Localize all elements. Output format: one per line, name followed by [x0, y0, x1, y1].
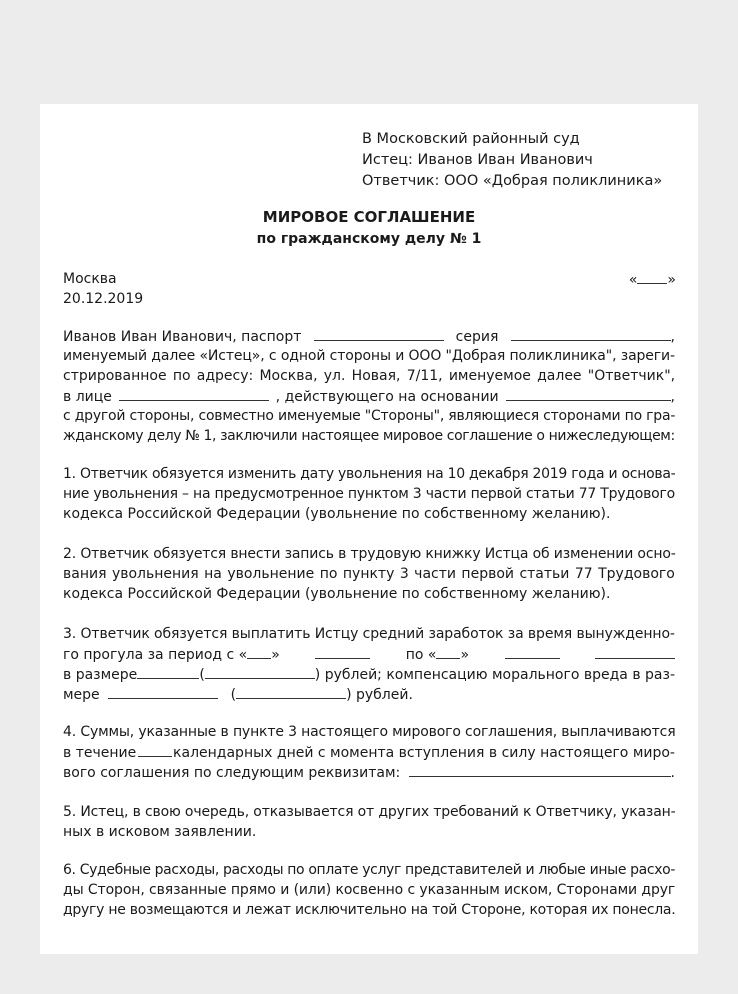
intro-line [63, 386, 675, 406]
clause-line: 1. Ответчик обязуется изменить дату увольнения на 10 декабря 2019 года и основа- [63, 466, 676, 482]
intro-text [506, 386, 675, 407]
clause-line [63, 684, 675, 704]
quote-close: » [667, 272, 676, 288]
clause-text: . [409, 762, 675, 783]
clause-line: кодекса Российской Федерации (увольнение по собственному желанию). [63, 506, 611, 522]
blank-month-from [315, 644, 370, 659]
clause-text: вого соглашения по следующим реквизитам: [63, 765, 401, 781]
intro-text [511, 326, 675, 347]
clause-line: вания увольнения на увольнение по пункту 3 части первой статьи 77 Трудового [63, 566, 675, 582]
addressee-block [362, 129, 662, 192]
clause-line [63, 742, 675, 762]
clause-3 [63, 624, 675, 704]
clause-line: другу не возмещаются и лежат исключительно на той Стороне, которая их понесла. [63, 902, 676, 918]
blank-compensation [108, 684, 218, 699]
blank-basis [506, 386, 671, 401]
clause-text: ( ) рублей. [231, 687, 413, 703]
intro-text: серия [455, 329, 499, 345]
intro-line: именуемый далее «Истец», с одной стороны и ООО "Добрая поликлиника", зареги- [63, 348, 675, 364]
document-title: МИРОВОЕ СОГЛАШЕНИЕ [262, 208, 476, 226]
blank-series [511, 326, 671, 341]
clause-text: в течение [63, 745, 137, 761]
clause-text: календарных дней с момента вступления в силу настоящего миро- [173, 745, 675, 761]
defendant-line: Ответчик: ООО «Добрая поликлиника» [362, 173, 663, 189]
clause-text: го прогула за период с « » [63, 644, 280, 665]
clause-line: ных в исковом заявлении. [63, 824, 257, 840]
clause-line: 6. Судебные расходы, расходы по оплате услуг представителей и любые иные расхо- [63, 862, 676, 878]
blank-representative [119, 386, 269, 401]
clause-1 [63, 464, 675, 524]
blank-amount-words [205, 664, 315, 679]
clause-text: по « » [406, 644, 469, 665]
clause-2 [63, 544, 675, 604]
blank-passport [314, 326, 444, 341]
intro-text: , действующего на основании [275, 389, 499, 405]
blank-compensation-words [236, 684, 346, 699]
blank-day [637, 269, 667, 284]
plaintiff-line: Истец: Иванов Иван Иванович [362, 152, 593, 168]
intro-line: стрированное по адресу: Москва, ул. Новая, 7/11, именуемое далее "Ответчик", [63, 368, 676, 384]
blank-days [138, 742, 172, 757]
blank-month-to [505, 644, 560, 659]
clause-6 [63, 860, 675, 920]
blank-requisites [409, 762, 671, 777]
intro-line: жданскому делу № 1, заключили настоящее мировое соглашение о нижеследующем: [63, 428, 675, 444]
clause-text: мере [63, 687, 100, 703]
clause-4 [63, 722, 675, 782]
intro-line [63, 326, 675, 346]
clause-line: 5. Истец, в свою очередь, отказывается от других требований к Ответчику, указан- [63, 804, 676, 820]
day-placeholder [629, 269, 676, 288]
clause-line [63, 664, 675, 684]
clause-text: ( ) рублей; компенсацию морального вреда в раз- [199, 664, 675, 685]
document-subtitle: по гражданскому делу № 1 [256, 231, 482, 247]
clause-line [63, 644, 675, 664]
intro-text: в лице [63, 389, 112, 405]
clause-5 [63, 802, 675, 842]
quote-open: « [628, 272, 638, 288]
city: Москва [63, 271, 117, 287]
clause-line: 2. Ответчик обязуется внести запись в трудовую книжку Истца об изменении осно- [63, 546, 676, 562]
blank-amount [137, 664, 199, 679]
blank-day-to [436, 644, 460, 659]
intro-paragraph [63, 326, 675, 446]
intro-text: , [670, 389, 675, 405]
intro-text: Иванов Иван Иванович, паспорт [63, 329, 302, 345]
date: 20.12.2019 [63, 291, 144, 307]
intro-line: с другой стороны, совместно именуемые "Стороны", являющиеся сторонами по гра- [63, 408, 676, 424]
court-name: В Московский районный суд [362, 131, 580, 147]
clause-line: кодекса Российской Федерации (увольнение по собственному желанию). [63, 586, 611, 602]
clause-text: в размере [63, 667, 138, 683]
intro-text: , [670, 329, 675, 345]
blank-year-to [595, 644, 675, 659]
clause-line: 3. Ответчик обязуется выплатить Истцу средний заработок за время вынужденно- [63, 626, 675, 642]
clause-line [63, 762, 675, 782]
clause-line: ды Сторон, связанные прямо и (или) косвенно с указанным иском, Сторонами друг [63, 882, 676, 898]
clause-line: ние увольнения – на предусмотренное пунктом 3 части первой статьи 77 Трудового [63, 486, 675, 502]
place-date [63, 269, 143, 309]
clause-line: 4. Суммы, указанные в пункте 3 настоящего мирового соглашения, выплачиваются [63, 724, 676, 740]
blank-day-from [247, 644, 271, 659]
